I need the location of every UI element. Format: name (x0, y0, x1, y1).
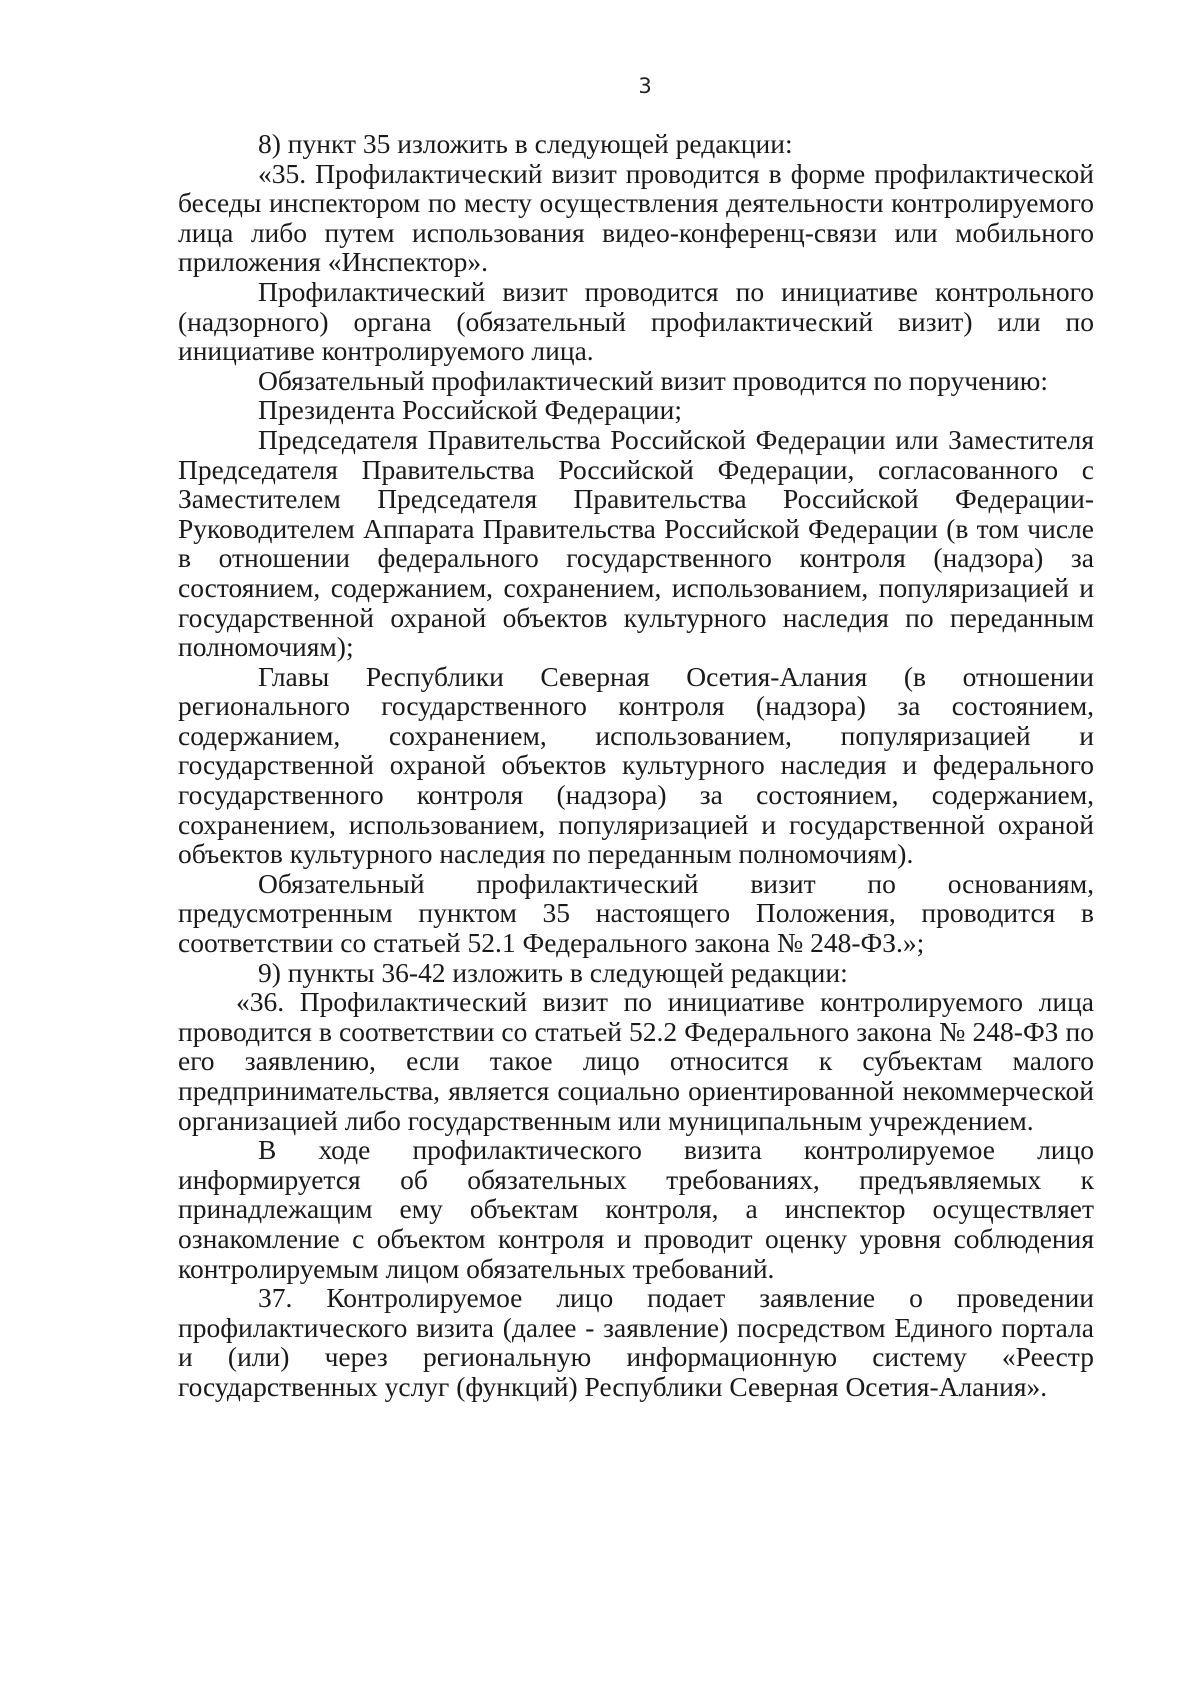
paragraph-initiative: Профилактический визит проводится по инициативе контрольного (надзорного) органа (обязательный профилактический визит) или по инициативе контролируемого лица. (178, 275, 1094, 367)
paragraph-point-36: «36. Профилактический визит по инициативе контролируемого лица проводится в соответствии со статьей 52.2 Федерального закона № 248-ФЗ по его заявлению, если такое лицо относится к субъектам малого предпринимательства, является социально ориентированной некоммерческой организацией либо государственным или муниципальным учреждением. (178, 986, 1094, 1136)
paragraph-president: Президента Российской Федерации; (258, 394, 682, 426)
paragraph-mandatory-visit: Обязательный профилактический визит проводится по поручению: (258, 364, 1048, 396)
paragraph-point-37: 37. Контролируемое лицо подает заявление о проведении профилактического визита (далее - заявление) посредством Единого портала и (или) через региональную информационную систему «Реестр государственных услуг (функций) Республики Северная Осетия-Алания». (178, 1282, 1094, 1402)
paragraph-item-9: 9) пункты 36-42 изложить в следующей редакции: (258, 956, 848, 988)
paragraph-point-35: «35. Профилактический визит проводится в форме профилактической беседы инспектором по месту осуществления деятельности контролируемого лица либо путем использования видео-конференц-связи или мобильного приложения «Инспектор». (178, 157, 1094, 278)
paragraph-visit-course: В ходе профилактического визита контролируемое лицо информируется об обязательных требованиях, предъявляемых к принадлежащим ему объектам контроля, а инспектор осуществляет ознакомление с объектом контроля и проводит оценку уровня соблюдения контролируемым лицом обязательных требований. (178, 1134, 1094, 1284)
document-body (178, 129, 1094, 1402)
paragraph-item-8: 8) пункт 35 изложить в следующей редакции: (258, 128, 793, 159)
page-number: 3 (638, 74, 652, 98)
paragraph-chairman: Председателя Правительства Российской Федерации или Заместителя Председателя Правительства Российской Федерации, согласованного с Заместителем Председателя Правительства Российской Федерации-Руководителем Аппарата Правительства Российской Федерации (в том числе в отношении федерального государственного контроля (надзора) за состоянием, содержанием, сохранением, использованием, популяризацией и государственной охраной объектов культурного наследия по переданным полномочиям); (178, 423, 1094, 663)
paragraph-head-of-republic: Главы Республики Северная Осетия-Алания (в отношении регионального государственного контроля (надзора) за состоянием, содержанием, сохранением, использованием, популяризацией и государственной охраной объектов культурного наследия и федерального государственного контроля (надзора) за состоянием, содержанием, сохранением, использованием, популяризацией и государственной охраной объектов культурного наследия по переданным полномочиям). (178, 660, 1094, 870)
paragraph-mandatory-grounds: Обязательный профилактический визит по основаниям, предусмотренным пунктом 35 настоящего Положения, проводится в соответствии со статьей 52.1 Федерального закона № 248-ФЗ.»; (178, 867, 1094, 959)
